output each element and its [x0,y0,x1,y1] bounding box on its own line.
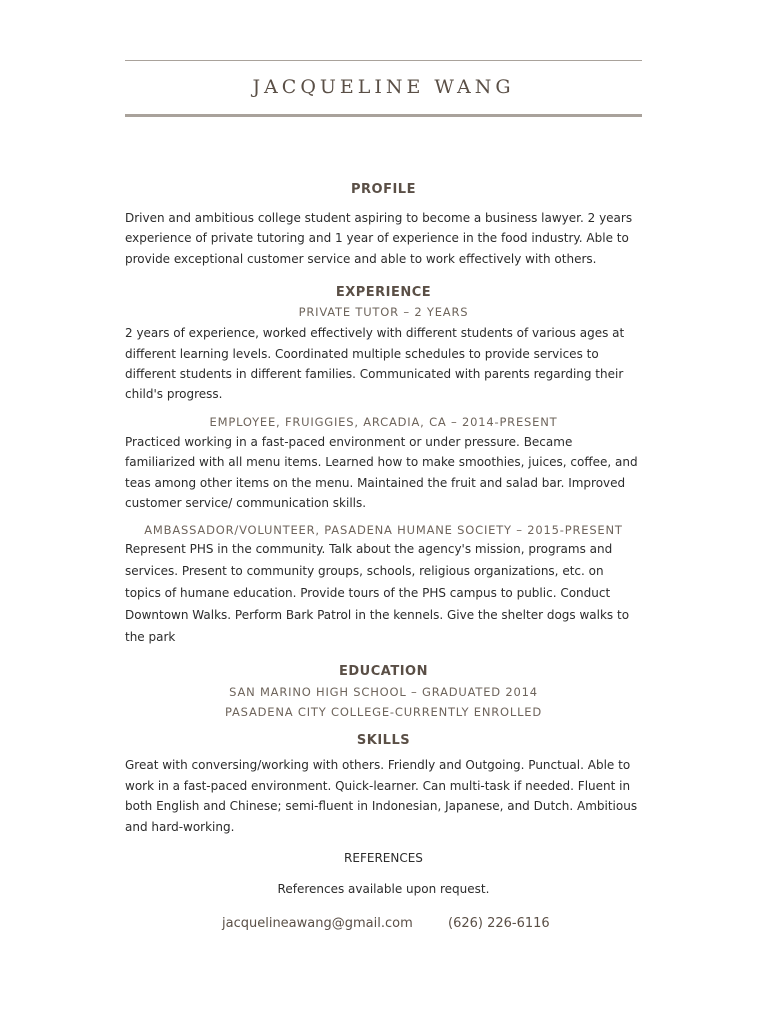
references-title: REFERENCES [344,851,423,866]
education-item: SAN MARINO HIGH SCHOOL – GRADUATED 2014 [229,685,538,700]
experience-title: EXPERIENCE [335,285,432,301]
education-title: EDUCATION [339,664,428,680]
header-top-rule [125,60,642,61]
job-heading: AMBASSADOR/VOLUNTEER, PASADENA HUMANE SOCIETY – 2015-PRESENT [144,523,623,538]
references-section [125,851,642,896]
job-description: Practiced working in a fast-paced environment or under pressure. Became familiarized with all menu items. Learned how to make smoothies, juices, coffee, and teas among other items on the menu. Maintained the fruit and salad bar. Improved customer service/ communication skills. [125,434,638,511]
skills-text: Great with conversing/working with others. Friendly and Outgoing. Punctual. Able to work in a fast-paced environment. Quick-learner. Can multi-task if needed. Fluent in both English and Chinese; semi-fluent in Indonesian, Japanese, and Dutch. Ambitious and hard-working. [125,758,638,834]
skills-title: SKILLS [356,733,411,749]
profile-text: Driven and ambitious college student aspiring to become a business lawyer. 2 years experience of private tutoring and 1 year of experience in the food industry. Able to provide exceptional customer service and able to work effectively with others. [125,211,633,266]
experience-section [125,285,642,648]
education-section [125,664,642,719]
profile-section [125,182,642,269]
job-description: Represent PHS in the community. Talk about the agency's mission, programs and services. Present to community groups, schools, religious organizations, etc. on topics of humane education. Provide tours of the PHS campus to public. Conduct Downtown Walks. Perform Bark Patrol in the kennels. Give the shelter dogs walks to the park [125,542,630,644]
resume-name: JACQUELINE WANG [252,76,515,98]
email-text: jacquelineawang@gmail.com [222,916,413,931]
skills-section [125,733,642,837]
job-heading: EMPLOYEE, FRUIGGIES, ARCADIA, CA – 2014-PRESENT [209,414,558,429]
job-heading: PRIVATE TUTOR – 2 YEARS [298,305,469,320]
profile-title: PROFILE [351,182,416,197]
job-description: 2 years of experience, worked effectively with different students of various ages at different learning levels. Coordinated multiple schedules to provide services to different students in different families. Communicated with parents regarding their child's progress. [125,326,625,402]
resume-content [125,182,642,896]
header-bottom-rule [125,114,642,117]
phone-text: (626) 226-6116 [448,916,550,931]
references-text: References available upon request. [277,882,490,897]
education-item: PASADENA CITY COLLEGE-CURRENTLY ENROLLED [224,705,543,720]
